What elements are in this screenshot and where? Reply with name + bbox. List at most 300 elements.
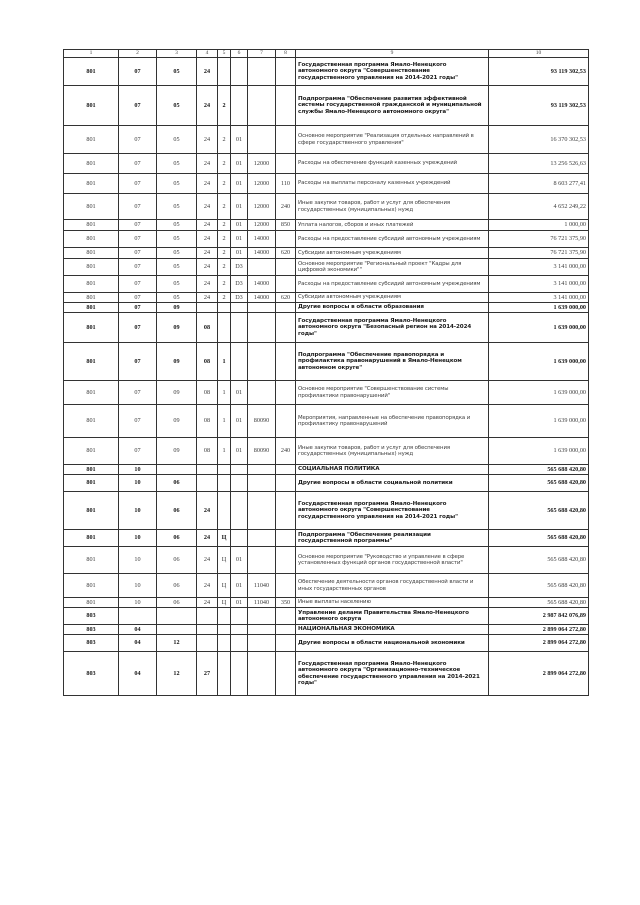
subprogram-code-cell xyxy=(218,652,231,696)
direction-code-cell: 12000 xyxy=(248,154,276,174)
amount-cell: 2 899 064 272,80 xyxy=(489,625,589,635)
ministry-code-cell: 801 xyxy=(64,126,119,154)
amount-cell: 565 688 420,80 xyxy=(489,465,589,475)
item-name-cell: Иные закупки товаров, работ и услуг для обеспечения государственных (муниципальных) нужд xyxy=(296,438,489,465)
subsection-code-cell: 09 xyxy=(157,303,197,313)
expense-type-code-cell: 240 xyxy=(276,194,296,220)
program-code-cell: 08 xyxy=(197,343,218,381)
subprogram-code-cell: 2 xyxy=(218,259,231,276)
subsection-code-cell: 09 xyxy=(157,438,197,465)
subprogram-code-cell: Ц xyxy=(218,530,231,547)
section-code-cell: 07 xyxy=(119,343,157,381)
activity-code-cell xyxy=(231,475,248,492)
table-row xyxy=(64,625,589,635)
activity-code-cell xyxy=(231,86,248,126)
program-code-cell xyxy=(197,635,218,652)
subsection-code-cell: 06 xyxy=(157,475,197,492)
ministry-code-cell: 801 xyxy=(64,343,119,381)
subsection-code-cell xyxy=(157,608,197,625)
expense-type-code-cell xyxy=(276,652,296,696)
subsection-code-cell: 09 xyxy=(157,381,197,405)
ministry-code-cell: 801 xyxy=(64,174,119,194)
direction-code-cell xyxy=(248,608,276,625)
subprogram-code-cell: 2 xyxy=(218,194,231,220)
section-code-cell: 07 xyxy=(119,313,157,343)
subprogram-code-cell xyxy=(218,313,231,343)
table-row xyxy=(64,293,589,303)
item-name-cell: Основное мероприятие "Реализация отдельных направлений в сфере государственного управления" xyxy=(296,126,489,154)
activity-code-cell: 01 xyxy=(231,438,248,465)
subsection-code-cell: 09 xyxy=(157,405,197,438)
subprogram-code-cell: 2 xyxy=(218,86,231,126)
table-row xyxy=(64,276,589,293)
program-code-cell: 27 xyxy=(197,652,218,696)
amount-cell: 3 141 000,00 xyxy=(489,276,589,293)
ministry-code-cell: 801 xyxy=(64,530,119,547)
subprogram-code-cell xyxy=(218,492,231,530)
amount-cell: 8 603 277,41 xyxy=(489,174,589,194)
item-name-cell: Иные выплаты населению xyxy=(296,598,489,608)
table-row xyxy=(64,598,589,608)
subprogram-code-cell: Ц xyxy=(218,547,231,574)
ministry-code-cell: 801 xyxy=(64,598,119,608)
activity-code-cell xyxy=(231,635,248,652)
item-name-cell: Расходы на предоставление субсидий автономным учреждениям xyxy=(296,231,489,248)
activity-code-cell: 01 xyxy=(231,194,248,220)
program-code-cell xyxy=(197,625,218,635)
table-row xyxy=(64,303,589,313)
subprogram-code-cell xyxy=(218,303,231,313)
direction-code-cell: 11040 xyxy=(248,598,276,608)
expense-type-code-cell xyxy=(276,276,296,293)
expense-type-code-cell xyxy=(276,492,296,530)
amount-cell: 2 899 064 272,80 xyxy=(489,652,589,696)
subprogram-code-cell xyxy=(218,635,231,652)
section-code-cell xyxy=(119,608,157,625)
item-name-cell: Расходы на предоставление субсидий автономным учреждениям xyxy=(296,276,489,293)
subsection-code-cell xyxy=(157,625,197,635)
program-code-cell: 24 xyxy=(197,598,218,608)
amount-cell: 3 141 000,00 xyxy=(489,259,589,276)
activity-code-cell: 01 xyxy=(231,381,248,405)
activity-code-cell: 01 xyxy=(231,547,248,574)
amount-cell: 1 639 000,00 xyxy=(489,438,589,465)
subprogram-code-cell xyxy=(218,58,231,86)
direction-code-cell: 14000 xyxy=(248,231,276,248)
activity-code-cell xyxy=(231,652,248,696)
section-code-cell: 10 xyxy=(119,465,157,475)
program-code-cell xyxy=(197,303,218,313)
activity-code-cell xyxy=(231,303,248,313)
subsection-code-cell: 05 xyxy=(157,126,197,154)
section-code-cell: 07 xyxy=(119,259,157,276)
subprogram-code-cell: 1 xyxy=(218,343,231,381)
direction-code-cell xyxy=(248,86,276,126)
program-code-cell: 24 xyxy=(197,231,218,248)
activity-code-cell: D3 xyxy=(231,293,248,303)
expense-type-code-cell xyxy=(276,154,296,174)
table-row xyxy=(64,86,589,126)
direction-code-cell xyxy=(248,313,276,343)
direction-code-cell xyxy=(248,381,276,405)
section-code-cell: 07 xyxy=(119,174,157,194)
amount-cell: 16 370 302,53 xyxy=(489,126,589,154)
direction-code-cell: 80090 xyxy=(248,438,276,465)
expense-type-code-cell xyxy=(276,343,296,381)
direction-code-cell xyxy=(248,652,276,696)
expense-type-code-cell xyxy=(276,625,296,635)
subprogram-code-cell: 1 xyxy=(218,405,231,438)
activity-code-cell: 01 xyxy=(231,574,248,598)
ministry-code-cell: 801 xyxy=(64,231,119,248)
table-row xyxy=(64,58,589,86)
direction-code-cell xyxy=(248,259,276,276)
activity-code-cell xyxy=(231,343,248,381)
direction-code-cell xyxy=(248,625,276,635)
direction-code-cell: 14000 xyxy=(248,293,276,303)
program-code-cell: 24 xyxy=(197,530,218,547)
activity-code-cell: 01 xyxy=(231,126,248,154)
subsection-code-cell: 05 xyxy=(157,86,197,126)
ministry-code-cell: 801 xyxy=(64,86,119,126)
table-row xyxy=(64,231,589,248)
section-code-cell: 07 xyxy=(119,293,157,303)
subsection-code-cell: 05 xyxy=(157,248,197,259)
ministry-code-cell: 801 xyxy=(64,248,119,259)
amount-cell: 565 688 420,80 xyxy=(489,492,589,530)
subsection-code-cell: 05 xyxy=(157,220,197,231)
subprogram-code-cell xyxy=(218,608,231,625)
subsection-code-cell: 06 xyxy=(157,492,197,530)
amount-cell: 76 721 375,90 xyxy=(489,231,589,248)
expense-type-code-cell xyxy=(276,381,296,405)
item-name-cell: Основное мероприятие "Совершенствование системы профилактики правонарушений" xyxy=(296,381,489,405)
subprogram-code-cell: 2 xyxy=(218,126,231,154)
ministry-code-cell: 801 xyxy=(64,293,119,303)
table-row xyxy=(64,194,589,220)
table-row xyxy=(64,248,589,259)
amount-cell: 2 987 842 076,89 xyxy=(489,608,589,625)
direction-code-cell: 12000 xyxy=(248,220,276,231)
expense-type-code-cell xyxy=(276,231,296,248)
subsection-code-cell xyxy=(157,465,197,475)
direction-code-cell xyxy=(248,492,276,530)
column-number: 4 xyxy=(197,50,218,58)
column-number: 10 xyxy=(489,50,589,58)
ministry-code-cell: 801 xyxy=(64,492,119,530)
section-code-cell: 10 xyxy=(119,530,157,547)
amount-cell: 3 141 000,00 xyxy=(489,293,589,303)
ministry-code-cell: 801 xyxy=(64,475,119,492)
subprogram-code-cell: 2 xyxy=(218,231,231,248)
table-row xyxy=(64,154,589,174)
table-row xyxy=(64,220,589,231)
column-number: 3 xyxy=(157,50,197,58)
section-code-cell: 04 xyxy=(119,625,157,635)
amount-cell: 1 639 000,00 xyxy=(489,381,589,405)
expense-type-code-cell: 350 xyxy=(276,598,296,608)
subprogram-code-cell xyxy=(218,465,231,475)
section-code-cell: 07 xyxy=(119,405,157,438)
amount-cell: 565 688 420,80 xyxy=(489,547,589,574)
item-name-cell: Расходы на обеспечение функций казенных учреждений xyxy=(296,154,489,174)
activity-code-cell: D3 xyxy=(231,259,248,276)
subsection-code-cell: 12 xyxy=(157,635,197,652)
expense-type-code-cell xyxy=(276,58,296,86)
expense-type-code-cell xyxy=(276,608,296,625)
item-name-cell: Подпрограмма "Обеспечение правопорядка и профилактика правонарушений в Ямало-Ненецком автономном округе" xyxy=(296,343,489,381)
section-code-cell: 07 xyxy=(119,194,157,220)
item-name-cell: Государственная программа Ямало-Ненецкого автономного округа "Совершенствование государственного управления на 2014-2021 годы" xyxy=(296,58,489,86)
ministry-code-cell: 803 xyxy=(64,625,119,635)
amount-cell: 93 119 302,53 xyxy=(489,86,589,126)
program-code-cell: 24 xyxy=(197,259,218,276)
ministry-code-cell: 801 xyxy=(64,194,119,220)
item-name-cell: Подпрограмма "Обеспечение развития эффективной системы государственной гражданской и муниципальной службы Ямало-Ненецкого автономного округа" xyxy=(296,86,489,126)
activity-code-cell: 01 xyxy=(231,405,248,438)
program-code-cell: 24 xyxy=(197,574,218,598)
direction-code-cell: 14000 xyxy=(248,276,276,293)
ministry-code-cell: 803 xyxy=(64,635,119,652)
subsection-code-cell: 09 xyxy=(157,343,197,381)
column-number: 2 xyxy=(119,50,157,58)
direction-code-cell xyxy=(248,635,276,652)
expense-type-code-cell: 620 xyxy=(276,293,296,303)
section-code-cell: 07 xyxy=(119,58,157,86)
table-row xyxy=(64,492,589,530)
subprogram-code-cell: 2 xyxy=(218,276,231,293)
item-name-cell: Мероприятия, направленные на обеспечение правопорядка и профилактику правонарушений xyxy=(296,405,489,438)
table-row xyxy=(64,530,589,547)
program-code-cell: 08 xyxy=(197,405,218,438)
item-name-cell: Уплата налогов, сборов и иных платежей xyxy=(296,220,489,231)
direction-code-cell xyxy=(248,58,276,86)
subprogram-code-cell: 2 xyxy=(218,248,231,259)
subsection-code-cell: 05 xyxy=(157,154,197,174)
subprogram-code-cell xyxy=(218,475,231,492)
direction-code-cell xyxy=(248,343,276,381)
amount-cell: 565 688 420,80 xyxy=(489,530,589,547)
item-name-cell: Другие вопросы в области национальной экономики xyxy=(296,635,489,652)
subsection-code-cell: 06 xyxy=(157,547,197,574)
section-code-cell: 07 xyxy=(119,381,157,405)
amount-cell: 76 721 375,90 xyxy=(489,248,589,259)
program-code-cell xyxy=(197,475,218,492)
direction-code-cell: 11040 xyxy=(248,574,276,598)
column-number: 7 xyxy=(248,50,276,58)
subprogram-code-cell: 2 xyxy=(218,174,231,194)
expense-type-code-cell xyxy=(276,259,296,276)
activity-code-cell xyxy=(231,625,248,635)
program-code-cell xyxy=(197,608,218,625)
item-name-cell: Субсидии автономным учреждениям xyxy=(296,293,489,303)
activity-code-cell: 01 xyxy=(231,598,248,608)
column-number: 5 xyxy=(218,50,231,58)
program-code-cell: 24 xyxy=(197,248,218,259)
section-code-cell: 10 xyxy=(119,598,157,608)
program-code-cell: 24 xyxy=(197,547,218,574)
activity-code-cell: 01 xyxy=(231,220,248,231)
ministry-code-cell: 801 xyxy=(64,58,119,86)
item-name-cell: Расходы на выплаты персоналу казенных учреждений xyxy=(296,174,489,194)
amount-cell: 565 688 420,80 xyxy=(489,574,589,598)
amount-cell: 1 639 000,00 xyxy=(489,405,589,438)
section-code-cell: 07 xyxy=(119,126,157,154)
ministry-code-cell: 803 xyxy=(64,652,119,696)
subprogram-code-cell: 2 xyxy=(218,293,231,303)
activity-code-cell: 01 xyxy=(231,248,248,259)
table-body xyxy=(64,58,589,696)
table-row xyxy=(64,343,589,381)
budget-table xyxy=(63,49,589,696)
expense-type-code-cell xyxy=(276,530,296,547)
column-number: 9 xyxy=(296,50,489,58)
expense-type-code-cell xyxy=(276,475,296,492)
activity-code-cell xyxy=(231,608,248,625)
amount-cell: 1 639 000,00 xyxy=(489,343,589,381)
program-code-cell: 24 xyxy=(197,174,218,194)
section-code-cell: 07 xyxy=(119,248,157,259)
program-code-cell: 24 xyxy=(197,492,218,530)
activity-code-cell xyxy=(231,313,248,343)
expense-type-code-cell xyxy=(276,126,296,154)
item-name-cell: СОЦИАЛЬНАЯ ПОЛИТИКА xyxy=(296,465,489,475)
program-code-cell: 08 xyxy=(197,438,218,465)
expense-type-code-cell xyxy=(276,574,296,598)
item-name-cell: Обеспечение деятельности органов государственной власти и иных государственных органов xyxy=(296,574,489,598)
subprogram-code-cell: Ц xyxy=(218,574,231,598)
activity-code-cell xyxy=(231,58,248,86)
program-code-cell: 24 xyxy=(197,154,218,174)
item-name-cell: Основное мероприятие "Руководство и управление в сфере установленных функций органов государственной власти" xyxy=(296,547,489,574)
expense-type-code-cell: 240 xyxy=(276,438,296,465)
table-row xyxy=(64,259,589,276)
section-code-cell: 04 xyxy=(119,635,157,652)
amount-cell: 2 899 064 272,80 xyxy=(489,635,589,652)
program-code-cell: 08 xyxy=(197,381,218,405)
expense-type-code-cell xyxy=(276,86,296,126)
expense-type-code-cell xyxy=(276,313,296,343)
direction-code-cell xyxy=(248,547,276,574)
ministry-code-cell: 801 xyxy=(64,220,119,231)
subsection-code-cell: 06 xyxy=(157,598,197,608)
table-row xyxy=(64,635,589,652)
section-code-cell: 07 xyxy=(119,154,157,174)
item-name-cell: Другие вопросы в области образования xyxy=(296,303,489,313)
ministry-code-cell: 801 xyxy=(64,259,119,276)
activity-code-cell: 01 xyxy=(231,231,248,248)
table-row xyxy=(64,547,589,574)
subsection-code-cell: 09 xyxy=(157,313,197,343)
table-row xyxy=(64,475,589,492)
subprogram-code-cell: 2 xyxy=(218,154,231,174)
ministry-code-cell: 801 xyxy=(64,313,119,343)
ministry-code-cell: 801 xyxy=(64,574,119,598)
item-name-cell: Субсидии автономным учреждениям xyxy=(296,248,489,259)
section-code-cell: 10 xyxy=(119,492,157,530)
expense-type-code-cell: 850 xyxy=(276,220,296,231)
ministry-code-cell: 801 xyxy=(64,303,119,313)
table-row xyxy=(64,438,589,465)
column-number-row xyxy=(64,50,589,58)
expense-type-code-cell xyxy=(276,465,296,475)
ministry-code-cell: 801 xyxy=(64,381,119,405)
activity-code-cell xyxy=(231,465,248,475)
section-code-cell: 10 xyxy=(119,547,157,574)
table-row xyxy=(64,608,589,625)
item-name-cell: Государственная программа Ямало-Ненецкого автономного округа "Совершенствование государственного управления на 2014-2021 годы" xyxy=(296,492,489,530)
amount-cell: 565 688 420,80 xyxy=(489,475,589,492)
ministry-code-cell: 801 xyxy=(64,405,119,438)
direction-code-cell: 14000 xyxy=(248,248,276,259)
expense-type-code-cell xyxy=(276,635,296,652)
amount-cell: 4 652 249,22 xyxy=(489,194,589,220)
program-code-cell: 24 xyxy=(197,194,218,220)
direction-code-cell xyxy=(248,530,276,547)
program-code-cell xyxy=(197,465,218,475)
item-name-cell: Подпрограмма "Обеспечение реализации государственной программы" xyxy=(296,530,489,547)
amount-cell: 93 119 302,53 xyxy=(489,58,589,86)
subsection-code-cell: 05 xyxy=(157,194,197,220)
ministry-code-cell: 801 xyxy=(64,438,119,465)
direction-code-cell xyxy=(248,303,276,313)
subprogram-code-cell: 1 xyxy=(218,381,231,405)
ministry-code-cell: 801 xyxy=(64,154,119,174)
table-row xyxy=(64,381,589,405)
item-name-cell: Государственная программа Ямало-Ненецкого автономного округа "Организационно-техническое обеспечение государственного управления на 2014-2021 годы" xyxy=(296,652,489,696)
direction-code-cell: 12000 xyxy=(248,174,276,194)
direction-code-cell xyxy=(248,126,276,154)
activity-code-cell: D3 xyxy=(231,276,248,293)
ministry-code-cell: 801 xyxy=(64,465,119,475)
table-row xyxy=(64,465,589,475)
activity-code-cell xyxy=(231,530,248,547)
program-code-cell: 24 xyxy=(197,276,218,293)
item-name-cell: Государственная программа Ямало-Ненецкого автономного округа "Безопасный регион на 2014-2024 годы" xyxy=(296,313,489,343)
column-number: 8 xyxy=(276,50,296,58)
subsection-code-cell: 05 xyxy=(157,259,197,276)
ministry-code-cell: 803 xyxy=(64,608,119,625)
program-code-cell: 24 xyxy=(197,293,218,303)
activity-code-cell xyxy=(231,492,248,530)
subsection-code-cell: 05 xyxy=(157,276,197,293)
direction-code-cell: 12000 xyxy=(248,194,276,220)
subprogram-code-cell: Ц xyxy=(218,598,231,608)
table-row xyxy=(64,126,589,154)
subprogram-code-cell xyxy=(218,625,231,635)
subsection-code-cell: 05 xyxy=(157,231,197,248)
section-code-cell: 10 xyxy=(119,475,157,492)
subsection-code-cell: 06 xyxy=(157,530,197,547)
amount-cell: 1 639 000,00 xyxy=(489,303,589,313)
subprogram-code-cell: 1 xyxy=(218,438,231,465)
amount-cell: 1 000,00 xyxy=(489,220,589,231)
program-code-cell: 24 xyxy=(197,58,218,86)
table-row xyxy=(64,574,589,598)
subprogram-code-cell: 2 xyxy=(218,220,231,231)
amount-cell: 1 639 000,00 xyxy=(489,313,589,343)
column-number: 1 xyxy=(64,50,119,58)
amount-cell: 13 256 526,63 xyxy=(489,154,589,174)
direction-code-cell: 80090 xyxy=(248,405,276,438)
expense-type-code-cell: 620 xyxy=(276,248,296,259)
activity-code-cell: 01 xyxy=(231,174,248,194)
table-row xyxy=(64,652,589,696)
column-number: 6 xyxy=(231,50,248,58)
program-code-cell: 08 xyxy=(197,313,218,343)
program-code-cell: 24 xyxy=(197,86,218,126)
section-code-cell: 07 xyxy=(119,231,157,248)
